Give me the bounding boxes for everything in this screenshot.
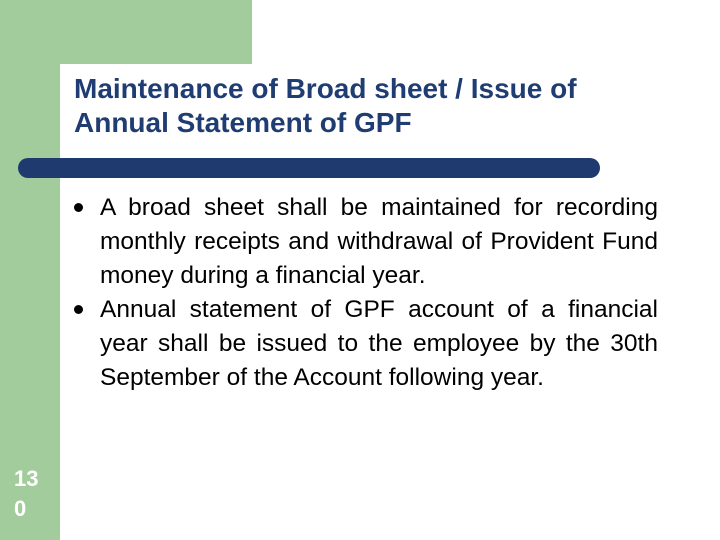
bullet-text: Annual statement of GPF account of a financial year shall be issued to the employee by the 30th September of the Account following year. [100,296,658,391]
slide-number [14,464,54,524]
bullet-dot-icon [74,203,83,212]
slide-number-line-2: 0 [14,496,27,521]
bullet-item [74,191,658,293]
bullet-dot-icon [74,305,83,314]
decorative-green-side-bar [0,0,60,540]
bullet-item [74,293,658,395]
slide-number-line-1: 13 [14,466,39,491]
slide-title: Maintenance of Broad sheet / Issue of Annual Statement of GPF [74,73,577,138]
bullet-text: A broad sheet shall be maintained for recording monthly receipts and withdrawal of Provident Fund money during a financial year. [100,194,658,289]
title-divider-bar [18,158,600,178]
bullet-list [74,191,658,395]
